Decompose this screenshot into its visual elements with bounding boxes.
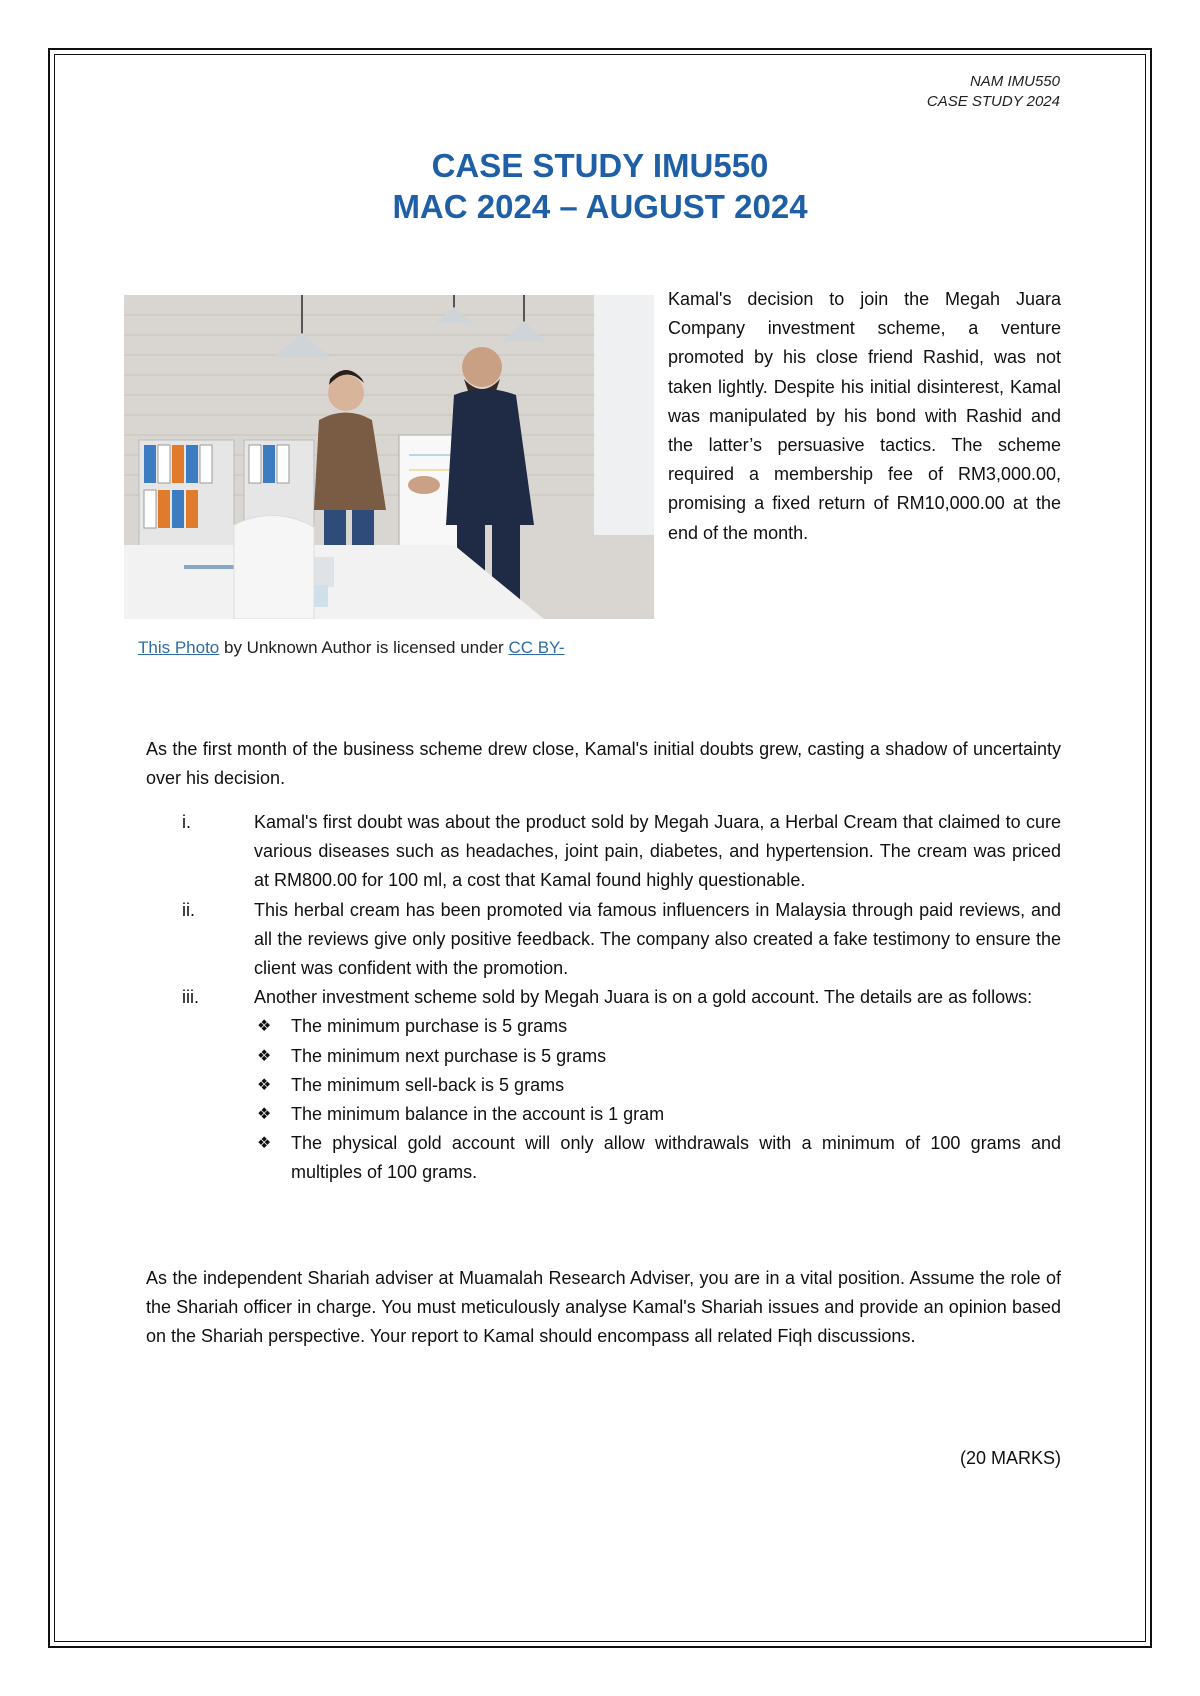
list-item-number: iii.: [182, 987, 199, 1008]
photo-license-link[interactable]: CC BY-: [508, 638, 565, 657]
title-line-1: CASE STUDY IMU550: [431, 147, 769, 184]
page-title: [0, 145, 1200, 227]
four-diamond-bullet-icon: ❖: [257, 1106, 272, 1124]
bullet-text: The minimum sell-back is 5 grams: [291, 1074, 565, 1095]
photo-credit-link[interactable]: This Photo: [138, 638, 220, 657]
photo-credit: [138, 638, 565, 658]
title-line-2: MAC 2024 – AUGUST 2024: [392, 188, 808, 225]
header-label: CASE STUDY 2024: [926, 93, 1060, 110]
course-code: NAM IMU550: [969, 73, 1060, 90]
bullet-item: [254, 1042, 1061, 1071]
intro-paragraph: Kamal's decision to join the Megah Juara Company investment scheme, a venture promoted by his close friend Rashid, was not taken lightly. Despite his initial disinterest, Kamal was manipulated by his bond with Rashid and the latter’s persuasive tactics. The scheme required a membership fee of RM3,000.00, promising a fixed return of RM10,000.00 at the end of the month.: [668, 289, 1061, 543]
bullet-text: The minimum next purchase is 5 grams: [291, 1045, 607, 1066]
four-diamond-bullet-icon: ❖: [257, 1018, 272, 1036]
paragraph-first-month: As the first month of the business scheme drew close, Kamal's initial doubts grew, casting a shadow of uncertainty over his decision.: [146, 739, 1061, 789]
bullet-text: The minimum purchase is 5 grams: [291, 1016, 568, 1037]
bullet-text: The minimum balance in the account is 1 gram: [291, 1104, 665, 1125]
list-item-number: i.: [182, 812, 191, 832]
marks-label: (20 MARKS): [959, 1448, 1061, 1468]
paragraph-shariah-adviser: As the independent Shariah adviser at Muamalah Research Adviser, you are in a vital position. Assume the role of the Shariah officer in charge. You must meticulously analyse Kamal's Shariah issues and provide an opinion based on the Shariah perspective. Your report to Kamal should encompass all related Fiqh discussions.: [146, 1268, 1061, 1347]
bullet-item: [254, 1100, 1061, 1129]
bullet-item: [254, 1071, 1061, 1100]
header-meta: [927, 72, 1060, 112]
list-item: [146, 896, 1061, 984]
gold-account-details: [254, 1012, 1061, 1187]
doubts-list: [146, 808, 1061, 1188]
list-item-number: ii.: [182, 899, 195, 920]
four-diamond-bullet-icon: ❖: [257, 1047, 272, 1065]
bullet-item: [254, 1012, 1061, 1041]
list-item-text: This herbal cream has been promoted via famous influencers in Malaysia through paid reviews, and all the reviews give only positive feedback. The company also created a fake testimony to ensure the client was confident with the promotion.: [254, 899, 1061, 979]
bullet-item: [254, 1129, 1061, 1187]
list-item: [146, 983, 1061, 1187]
photo-credit-text: by Unknown Author is licensed under: [219, 638, 509, 657]
four-diamond-bullet-icon: ❖: [257, 1135, 272, 1153]
list-item-text: Kamal's first doubt was about the product sold by Megah Juara, a Herbal Cream that claimed to cure various diseases such as headaches, joint pain, diabetes, and hypertension. The cream was priced at RM800.00 for 100 ml, a cost that Kamal found highly questionable.: [254, 812, 1061, 891]
bullet-text: The physical gold account will only allow withdrawals with a minimum of 100 grams and multiples of 100 grams.: [291, 1133, 1061, 1183]
business-handshake-photo: [124, 295, 654, 619]
four-diamond-bullet-icon: ❖: [257, 1076, 272, 1094]
list-item: [146, 808, 1061, 896]
list-item-text: Another investment scheme sold by Megah Juara is on a gold account. The details are as follows:: [254, 987, 1033, 1008]
